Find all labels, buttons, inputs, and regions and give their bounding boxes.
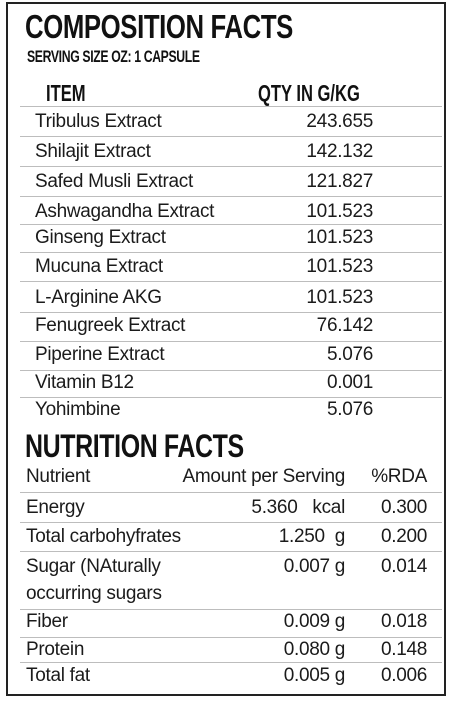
composition-row — [0, 287, 456, 313]
composition-item-qty: 101.523 — [306, 227, 373, 248]
row-divider — [20, 492, 442, 493]
composition-row — [0, 227, 456, 253]
row-divider — [20, 637, 442, 638]
amount-column-header: Amount per Serving — [182, 466, 345, 487]
composition-item-name: Mucuna Extract — [35, 256, 163, 277]
composition-row — [0, 372, 456, 398]
serving-size-text: SERVING SIZE OZ: 1 CAPSULE — [27, 47, 200, 66]
composition-item-qty: 76.142 — [316, 315, 373, 336]
nutrient-rda: 0.148 — [380, 639, 427, 660]
item-column-header: ITEM — [46, 80, 86, 106]
nutrition-row — [0, 556, 456, 582]
nutrient-amount: 0.005 g — [283, 665, 345, 686]
composition-item-qty: 243.655 — [306, 111, 373, 132]
nutrient-name: Fiber — [26, 611, 68, 632]
composition-item-name: Shilajit Extract — [35, 141, 151, 162]
nutrient-rda: 0.006 — [380, 665, 427, 686]
composition-item-qty: 5.076 — [326, 344, 373, 365]
nutrient-amount: 1.250 g — [278, 526, 345, 547]
composition-row — [0, 141, 456, 167]
nutrient-rda: 0.014 — [380, 556, 427, 577]
composition-facts-title: COMPOSITION FACTS — [25, 8, 293, 45]
nutrient-name: occurring sugars — [26, 583, 162, 604]
composition-row — [0, 315, 456, 341]
composition-item-qty: 121.827 — [306, 171, 373, 192]
composition-row — [0, 171, 456, 197]
qty-column-header: QTY IN G/KG — [258, 80, 360, 106]
nutrition-header-row — [0, 466, 456, 492]
composition-row — [0, 256, 456, 282]
nutrient-rda: 0.200 — [380, 526, 427, 547]
composition-item-name: Yohimbine — [35, 399, 121, 420]
composition-item-name: Tribulus Extract — [35, 111, 162, 132]
nutrition-row — [0, 497, 456, 523]
nutrient-column-header: Nutrient — [26, 466, 91, 487]
composition-item-qty: 101.523 — [306, 256, 373, 277]
nutrient-name: Energy — [26, 497, 85, 518]
composition-row — [0, 399, 456, 425]
composition-item-qty: 142.132 — [306, 141, 373, 162]
nutrient-name: Total fat — [26, 665, 90, 686]
nutrient-name: Protein — [26, 639, 85, 660]
composition-row — [0, 344, 456, 370]
rda-column-header: %RDA — [371, 466, 427, 487]
nutrition-facts-title: NUTRITION FACTS — [25, 428, 244, 464]
nutrient-amount: 0.080 g — [283, 639, 345, 660]
row-divider — [20, 609, 442, 610]
composition-item-name: Fenugreek Extract — [35, 315, 186, 336]
composition-row — [0, 201, 456, 227]
nutrient-rda: 0.018 — [380, 611, 427, 632]
nutrition-row — [0, 665, 456, 691]
row-divider — [20, 370, 442, 371]
nutrition-row — [0, 611, 456, 637]
nutrient-amount: 5.360 kcal — [251, 497, 345, 518]
row-divider — [20, 106, 442, 107]
composition-row — [0, 111, 456, 137]
composition-item-qty: 0.001 — [326, 372, 373, 393]
composition-item-name: L-Arginine AKG — [35, 287, 162, 308]
composition-item-name: Safed Musli Extract — [35, 171, 193, 192]
row-divider — [20, 341, 442, 342]
composition-item-qty: 101.523 — [306, 287, 373, 308]
nutrient-name: Sugar (NAturally — [26, 556, 161, 577]
nutrition-row — [0, 639, 456, 665]
composition-item-name: Piperine Extract — [35, 344, 165, 365]
nutrient-amount: 0.009 g — [283, 611, 345, 632]
composition-item-name: Ginseng Extract — [35, 227, 166, 248]
composition-item-name: Ashwagandha Extract — [35, 201, 215, 222]
nutrient-rda: 0.300 — [380, 497, 427, 518]
nutrient-name: Total carbohyfrates — [26, 526, 181, 547]
nutrition-row — [0, 526, 456, 552]
composition-item-name: Vitamin B12 — [35, 372, 134, 393]
nutrient-amount: 0.007 g — [283, 556, 345, 577]
composition-item-qty: 5.076 — [326, 399, 373, 420]
nutrition-row — [0, 583, 456, 609]
composition-item-qty: 101.523 — [306, 201, 373, 222]
